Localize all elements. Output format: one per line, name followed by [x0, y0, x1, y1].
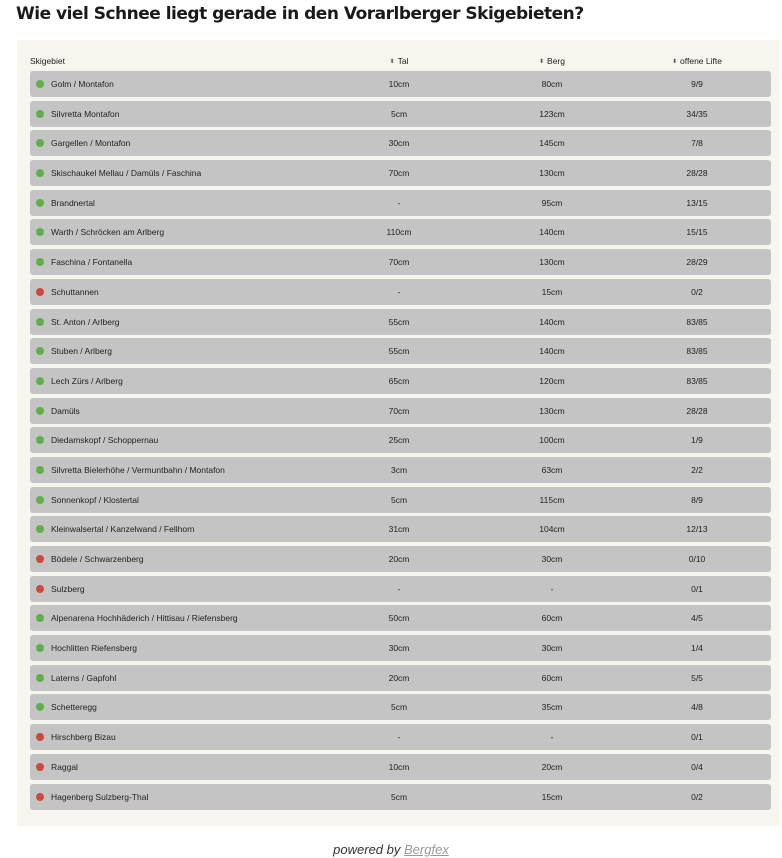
- cell-skigebiet: Laterns / Gapfohl: [51, 672, 117, 683]
- status-open-icon: [36, 466, 44, 474]
- table-row: [30, 338, 771, 364]
- sort-icon: ⬍: [539, 59, 545, 65]
- cell-berg: 95cm: [541, 197, 563, 208]
- table-row: [30, 71, 771, 97]
- cell-skigebiet: Warth / Schröcken am Arlberg: [51, 227, 165, 238]
- table-row: [30, 309, 771, 335]
- cell-berg: 140cm: [539, 346, 565, 357]
- cell-lifte: 9/9: [691, 79, 703, 89]
- cell-tal: 30cm: [388, 138, 410, 149]
- cell-berg: 130cm: [539, 257, 565, 268]
- cell-tal: 30cm: [388, 643, 410, 654]
- cell-lifte: 28/29: [686, 257, 708, 268]
- cell-tal: -: [397, 583, 401, 594]
- cell-tal: 10cm: [388, 761, 410, 772]
- table-row: [30, 249, 771, 275]
- cell-lifte: 0/1: [691, 732, 703, 743]
- cell-lifte: 0/2: [691, 286, 703, 297]
- cell-lifte: 34/35: [686, 108, 708, 119]
- status-open-icon: [36, 228, 44, 236]
- cell-berg: 120cm: [539, 375, 565, 386]
- cell-skigebiet: Brandnertal: [51, 197, 95, 208]
- table-row: [30, 724, 771, 750]
- status-open-icon: [36, 407, 44, 415]
- cell-lifte: 2/2: [691, 464, 703, 475]
- cell-tal: -: [397, 286, 401, 297]
- cell-skigebiet: Diedamskopf / Schoppernau: [51, 435, 159, 446]
- status-open-icon: [36, 436, 44, 444]
- status-open-icon: [36, 318, 44, 326]
- status-closed-icon: [36, 585, 44, 593]
- table-body: [30, 71, 771, 813]
- cell-lifte: 4/5: [691, 613, 703, 624]
- cell-skigebiet: Hochlitten Riefensberg: [51, 643, 137, 654]
- table-header: [17, 56, 780, 70]
- cell-tal: 5cm: [390, 108, 408, 119]
- status-open-icon: [36, 110, 44, 118]
- cell-tal: 5cm: [390, 791, 408, 802]
- status-open-icon: [36, 496, 44, 504]
- cell-lifte: 28/28: [686, 168, 708, 179]
- table-row: [30, 368, 771, 394]
- cell-skigebiet: Gargellen / Montafon: [51, 138, 131, 149]
- status-open-icon: [36, 644, 44, 652]
- cell-lifte: 8/9: [691, 494, 703, 505]
- footer: [0, 842, 782, 857]
- cell-skigebiet: Stuben / Arlberg: [51, 346, 112, 357]
- cell-berg: 140cm: [539, 316, 565, 327]
- cell-berg: 140cm: [539, 227, 565, 238]
- cell-tal: 70cm: [388, 168, 410, 179]
- cell-lifte: 0/10: [688, 554, 706, 564]
- table-row: [30, 516, 771, 542]
- cell-tal: 65cm: [388, 375, 410, 386]
- cell-berg: 63cm: [541, 464, 563, 475]
- cell-lifte: 4/8: [691, 702, 703, 713]
- cell-lifte: 5/5: [691, 672, 703, 683]
- table-row: [30, 576, 771, 602]
- cell-berg: 145cm: [539, 138, 565, 149]
- cell-berg: 80cm: [541, 79, 563, 89]
- cell-tal: 20cm: [388, 554, 410, 564]
- table-row: [30, 219, 771, 245]
- cell-skigebiet: Kleinwalsertal / Kanzelwand / Fellhorn: [51, 524, 195, 535]
- cell-skigebiet: Silvretta Bielerhöhe / Vermuntbahn / Montafon: [51, 464, 225, 475]
- cell-lifte: 28/28: [686, 405, 708, 416]
- cell-berg: -: [550, 583, 554, 594]
- cell-skigebiet: Schuttannen: [51, 286, 99, 297]
- table-row: [30, 457, 771, 483]
- cell-lifte: 0/1: [691, 583, 703, 594]
- table-row: [30, 605, 771, 631]
- status-open-icon: [36, 703, 44, 711]
- table-row: [30, 279, 771, 305]
- status-open-icon: [36, 258, 44, 266]
- cell-lifte: 15/15: [686, 227, 708, 238]
- sort-icon: ⬍: [389, 59, 395, 65]
- cell-tal: 25cm: [388, 435, 410, 446]
- cell-skigebiet: Silvretta Montafon: [51, 108, 120, 119]
- cell-berg: 30cm: [541, 643, 563, 654]
- cell-berg: 60cm: [541, 672, 563, 683]
- cell-skigebiet: Golm / Montafon: [51, 79, 114, 89]
- cell-skigebiet: Hirschberg Bizau: [51, 732, 116, 743]
- cell-lifte: 83/85: [686, 375, 708, 386]
- cell-berg: 130cm: [539, 168, 565, 179]
- cell-lifte: 83/85: [686, 316, 708, 327]
- status-open-icon: [36, 674, 44, 682]
- cell-skigebiet: Hagenberg Sulzberg-Thal: [51, 791, 149, 802]
- cell-skigebiet: Sonnenkopf / Klostertal: [51, 494, 139, 505]
- status-closed-icon: [36, 733, 44, 741]
- table-row: [30, 754, 771, 780]
- status-open-icon: [36, 199, 44, 207]
- table-row: [30, 784, 771, 810]
- status-open-icon: [36, 614, 44, 622]
- table-row: [30, 160, 771, 186]
- cell-skigebiet: Bödele / Schwarzenberg: [51, 554, 144, 564]
- cell-berg: 30cm: [541, 554, 563, 564]
- cell-skigebiet: Raggal: [51, 761, 78, 772]
- cell-skigebiet: Faschina / Fontanella: [51, 257, 133, 268]
- cell-lifte: 1/9: [691, 435, 703, 446]
- cell-berg: 115cm: [539, 494, 565, 505]
- footer-prefix: powered by: [333, 842, 401, 857]
- cell-tal: -: [397, 732, 401, 743]
- cell-tal: 5cm: [390, 702, 408, 713]
- cell-skigebiet: Lech Zürs / Arlberg: [51, 375, 123, 386]
- cell-tal: 55cm: [388, 346, 410, 357]
- cell-lifte: 1/4: [691, 643, 703, 654]
- status-open-icon: [36, 377, 44, 385]
- page-title: Wie viel Schnee liegt gerade in den Vorarlberger Skigebieten?: [16, 4, 584, 24]
- table-row: [30, 130, 771, 156]
- cell-skigebiet: Skischaukel Mellau / Damüls / Faschina: [51, 168, 202, 179]
- cell-lifte: 13/15: [686, 197, 708, 208]
- status-closed-icon: [36, 288, 44, 296]
- cell-berg: 20cm: [541, 761, 563, 772]
- cell-skigebiet: Alpenarena Hochhäderich / Hittisau / Riefensberg: [51, 613, 238, 624]
- cell-skigebiet: Schetteregg: [51, 702, 97, 713]
- table-row: [30, 546, 771, 572]
- cell-tal: 20cm: [388, 672, 410, 683]
- cell-lifte: 7/8: [691, 138, 703, 149]
- table-row: [30, 694, 771, 720]
- cell-tal: 55cm: [388, 316, 410, 327]
- table-row: [30, 665, 771, 691]
- cell-lifte: 12/13: [686, 524, 708, 535]
- cell-tal: -: [397, 197, 401, 208]
- status-closed-icon: [36, 763, 44, 771]
- status-open-icon: [36, 347, 44, 355]
- cell-lifte: 83/85: [686, 346, 708, 357]
- snow-table-panel: [17, 40, 780, 826]
- status-open-icon: [36, 139, 44, 147]
- cell-berg: 104cm: [539, 524, 565, 535]
- cell-tal: 50cm: [388, 613, 410, 624]
- cell-tal: 10cm: [388, 79, 410, 89]
- cell-tal: 110cm: [386, 227, 412, 238]
- header-tal-label: Tal: [397, 56, 409, 66]
- cell-skigebiet: St. Anton / Arlberg: [51, 316, 120, 327]
- cell-tal: 70cm: [388, 405, 410, 416]
- sort-icon: ⬍: [672, 59, 678, 65]
- table-row: [30, 487, 771, 513]
- status-open-icon: [36, 169, 44, 177]
- cell-tal: 5cm: [390, 494, 408, 505]
- cell-berg: 35cm: [541, 702, 563, 713]
- cell-tal: 31cm: [388, 524, 410, 535]
- cell-skigebiet: Sulzberg: [51, 583, 85, 594]
- status-closed-icon: [36, 555, 44, 563]
- cell-berg: 15cm: [541, 286, 563, 297]
- table-row: [30, 101, 771, 127]
- cell-lifte: 0/2: [691, 791, 703, 802]
- table-row: [30, 398, 771, 424]
- status-closed-icon: [36, 793, 44, 801]
- cell-berg: 15cm: [541, 791, 563, 802]
- cell-tal: 3cm: [390, 464, 408, 475]
- cell-tal: 70cm: [388, 257, 410, 268]
- header-lifte-label: offene Lifte: [680, 56, 722, 66]
- status-open-icon: [36, 525, 44, 533]
- cell-berg: -: [550, 732, 554, 743]
- cell-skigebiet: Damüls: [51, 405, 80, 416]
- cell-lifte: 0/4: [691, 761, 703, 772]
- table-row: [30, 427, 771, 453]
- header-skigebiet: Skigebiet: [30, 56, 65, 66]
- cell-berg: 130cm: [539, 405, 565, 416]
- cell-berg: 123cm: [539, 108, 565, 119]
- bergfex-link[interactable]: Bergfex: [404, 842, 449, 857]
- cell-berg: 100cm: [539, 435, 565, 446]
- cell-berg: 60cm: [541, 613, 563, 624]
- table-row: [30, 635, 771, 661]
- header-berg-label: Berg: [547, 56, 565, 66]
- table-row: [30, 190, 771, 216]
- status-open-icon: [36, 80, 44, 88]
